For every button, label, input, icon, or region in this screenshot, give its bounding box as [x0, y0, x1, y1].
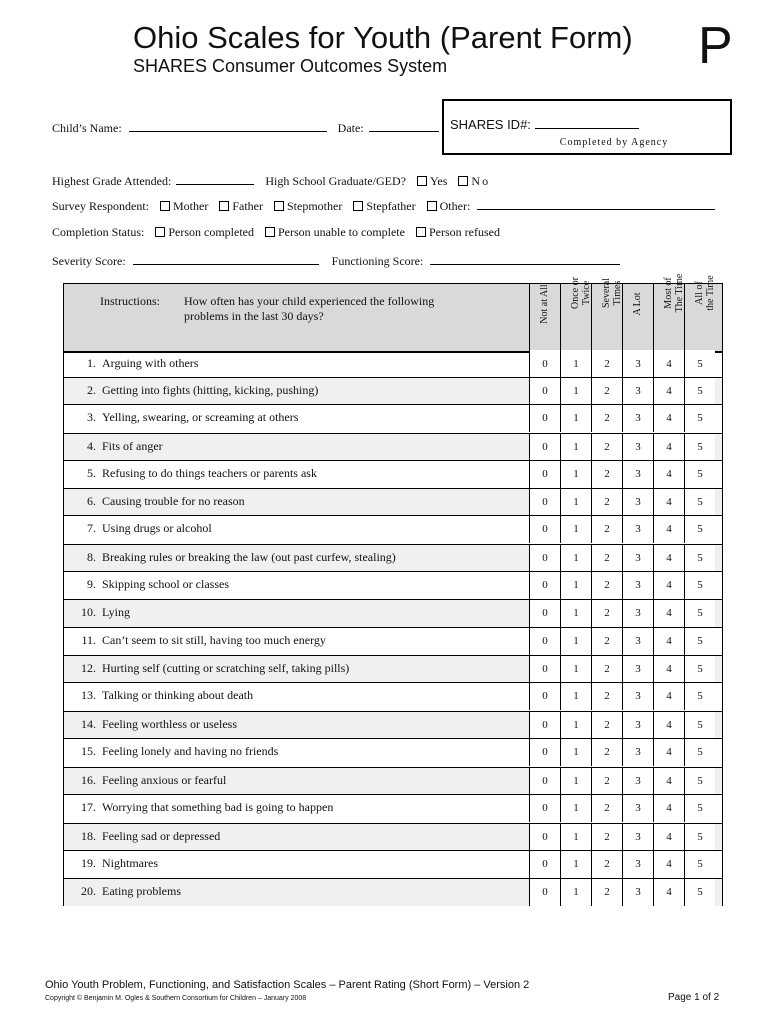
column-header [560, 277, 592, 351]
rating-option[interactable]: 4 [653, 433, 684, 461]
item-text [68, 717, 237, 732]
rating-option[interactable]: 3 [622, 878, 653, 906]
item-text [68, 494, 245, 509]
table-row [64, 767, 722, 795]
rating-option[interactable]: 4 [653, 460, 684, 488]
item-number: 3. [87, 410, 96, 424]
graduate-yes-checkbox[interactable] [417, 176, 427, 186]
rating-option[interactable]: 2 [591, 682, 622, 710]
respondent-option: Stepmother [286, 199, 343, 213]
rating-option[interactable]: 3 [622, 655, 653, 683]
shares-id-field[interactable] [450, 117, 639, 132]
rating-option[interactable]: 3 [622, 571, 653, 599]
item-label: Getting into fights (hitting, kicking, pushing) [102, 383, 319, 397]
rating-option[interactable]: 5 [684, 488, 715, 516]
functioning-label: Functioning Score: [331, 254, 424, 268]
table-row [64, 571, 722, 599]
completion-refused-checkbox[interactable] [416, 227, 426, 237]
rating-option[interactable]: 0 [529, 515, 560, 543]
rating-option[interactable]: 5 [684, 738, 715, 766]
rating-option[interactable]: 5 [684, 627, 715, 655]
rating-option[interactable]: 3 [622, 627, 653, 655]
rating-option[interactable]: 2 [591, 655, 622, 683]
respondent-father-checkbox[interactable] [219, 201, 229, 211]
rating-option[interactable]: 1 [560, 377, 591, 405]
row-divider [64, 627, 722, 628]
graduate-yes-label: Yes [429, 174, 448, 188]
rating-option[interactable]: 3 [622, 544, 653, 572]
rating-option[interactable]: 2 [591, 738, 622, 766]
problem-scale-table [63, 273, 723, 906]
rating-option[interactable]: 3 [622, 682, 653, 710]
rating-option[interactable]: 2 [591, 711, 622, 739]
table-row [64, 655, 722, 683]
completion-row [52, 225, 500, 240]
rating-option[interactable]: 5 [684, 767, 715, 795]
rating-option[interactable]: 1 [560, 488, 591, 516]
row-divider [64, 767, 722, 768]
rating-option[interactable]: 2 [591, 850, 622, 878]
rating-option[interactable]: 0 [529, 377, 560, 405]
rating-option[interactable]: 2 [591, 794, 622, 822]
item-number: 18. [81, 829, 96, 843]
table-row [64, 627, 722, 655]
rating-option[interactable]: 4 [653, 794, 684, 822]
date-field[interactable] [369, 120, 439, 132]
item-text [68, 521, 212, 536]
rating-option[interactable]: 5 [684, 515, 715, 543]
rating-option[interactable]: 2 [591, 823, 622, 851]
rating-option[interactable]: 0 [529, 794, 560, 822]
table-row [64, 711, 722, 739]
column-header [591, 278, 623, 351]
rating-option[interactable]: 3 [622, 711, 653, 739]
rating-option[interactable]: 4 [653, 515, 684, 543]
item-label: Refusing to do things teachers or parents ask [102, 466, 317, 480]
item-text [68, 577, 229, 592]
rating-option[interactable]: 2 [591, 878, 622, 906]
item-text [68, 773, 226, 788]
shares-note: Completed by Agency [559, 137, 669, 148]
completion-option: Person completed [168, 225, 254, 239]
rating-option[interactable]: 3 [622, 850, 653, 878]
footer-copyright: Copyright © Benjamin M. Ogles & Southern Consortium for Children – January 2008 [45, 995, 307, 1002]
completion-option: Person refused [428, 225, 500, 239]
row-divider [64, 599, 722, 600]
row-divider [64, 571, 722, 572]
table-row [64, 515, 722, 543]
form-subtitle: SHARES Consumer Outcomes System [133, 56, 448, 76]
row-divider [64, 878, 722, 879]
table-row [64, 823, 722, 851]
rating-option[interactable]: 2 [591, 460, 622, 488]
shares-id-box [442, 99, 732, 155]
column-header [653, 273, 685, 351]
rating-option[interactable]: 5 [684, 794, 715, 822]
page-number: Page 1 of 2 [668, 992, 720, 1003]
rating-option[interactable]: 5 [684, 711, 715, 739]
item-label: Yelling, swearing, or screaming at others [102, 410, 299, 424]
rating-option[interactable]: 2 [591, 488, 622, 516]
rating-option[interactable]: 4 [653, 767, 684, 795]
rating-option[interactable]: 3 [622, 738, 653, 766]
row-divider [64, 433, 722, 434]
form-letter: P [698, 17, 733, 75]
rating-option[interactable]: 3 [622, 794, 653, 822]
rating-option[interactable]: 4 [653, 350, 684, 378]
respondent-stepmother-checkbox[interactable] [274, 201, 284, 211]
column-header [622, 284, 653, 351]
footer-title: Ohio Youth Problem, Functioning, and Satisfaction Scales – Parent Rating (Short Form) – Version 2 [45, 979, 530, 991]
item-text [68, 829, 220, 844]
table-row [64, 544, 722, 572]
column-header-label: Once or Twice [570, 277, 592, 309]
rating-option[interactable]: 1 [560, 767, 591, 795]
item-number: 8. [87, 550, 96, 564]
item-text [68, 605, 130, 620]
row-divider [64, 488, 722, 489]
column-header-label: All of the Time [694, 275, 716, 311]
item-text [68, 466, 317, 481]
rating-option[interactable]: 0 [529, 571, 560, 599]
rating-option[interactable]: 0 [529, 655, 560, 683]
table-row [64, 433, 722, 461]
item-text [68, 856, 158, 871]
rating-option[interactable]: 2 [591, 627, 622, 655]
rating-option[interactable]: 4 [653, 377, 684, 405]
rating-option[interactable]: 1 [560, 711, 591, 739]
rating-option[interactable]: 3 [622, 433, 653, 461]
row-divider [64, 682, 722, 683]
rating-option[interactable]: 5 [684, 544, 715, 572]
item-number: 12. [81, 661, 96, 675]
table-header [64, 273, 722, 353]
rating-option[interactable]: 0 [529, 738, 560, 766]
rating-option[interactable]: 4 [653, 850, 684, 878]
item-text [68, 356, 198, 371]
rating-option[interactable]: 1 [560, 655, 591, 683]
rating-option[interactable]: 1 [560, 823, 591, 851]
respondent-option: Stepfather [366, 199, 416, 213]
rating-option[interactable]: 4 [653, 627, 684, 655]
item-label: Causing trouble for no reason [102, 494, 245, 508]
rating-option[interactable]: 4 [653, 599, 684, 627]
rating-option[interactable]: 5 [684, 682, 715, 710]
rating-option[interactable]: 3 [622, 377, 653, 405]
form-title: Ohio Scales for Youth (Parent Form) [133, 20, 633, 55]
item-label: Nightmares [102, 856, 158, 870]
rating-option[interactable]: 0 [529, 404, 560, 432]
item-label: Talking or thinking about death [102, 688, 254, 702]
rating-option[interactable]: 1 [560, 878, 591, 906]
rating-option[interactable]: 3 [622, 350, 653, 378]
rating-option[interactable]: 5 [684, 878, 715, 906]
item-text [68, 550, 396, 565]
rating-option[interactable]: 4 [653, 655, 684, 683]
rating-option[interactable]: 5 [684, 850, 715, 878]
rating-option[interactable]: 5 [684, 655, 715, 683]
item-number: 19. [81, 856, 96, 870]
item-text [68, 744, 278, 759]
table-row [64, 599, 722, 627]
item-text [68, 439, 163, 454]
item-label: Fits of anger [102, 439, 163, 453]
rating-option[interactable]: 1 [560, 571, 591, 599]
grade-row [52, 173, 490, 189]
completion-completed-checkbox[interactable] [155, 227, 165, 237]
rating-option[interactable]: 0 [529, 544, 560, 572]
rating-option[interactable]: 1 [560, 682, 591, 710]
respondent-row [52, 198, 715, 214]
rating-option[interactable]: 5 [684, 599, 715, 627]
respondent-option: Mother [173, 199, 209, 213]
item-label: Worrying that something bad is going to happen [102, 800, 334, 814]
column-header-label: Several Times [601, 278, 623, 308]
graduate-no-checkbox[interactable] [458, 176, 468, 186]
rating-option[interactable]: 0 [529, 433, 560, 461]
shares-id-line [535, 128, 639, 129]
respondent-mother-checkbox[interactable] [160, 201, 170, 211]
rating-option[interactable]: 0 [529, 350, 560, 378]
rating-option[interactable]: 4 [653, 488, 684, 516]
rating-option[interactable]: 1 [560, 627, 591, 655]
rating-option[interactable]: 1 [560, 433, 591, 461]
rating-option[interactable]: 3 [622, 823, 653, 851]
respondent-option: Father [232, 199, 263, 213]
rating-option[interactable]: 0 [529, 850, 560, 878]
rating-option[interactable]: 5 [684, 350, 715, 378]
table-row [64, 850, 722, 878]
rating-option[interactable]: 0 [529, 767, 560, 795]
table-row [64, 350, 722, 378]
severity-label: Severity Score: [52, 254, 126, 268]
item-label: Using drugs or alcohol [102, 521, 212, 535]
column-header [684, 275, 716, 351]
item-label: Eating problems [102, 884, 181, 898]
completion-unable-checkbox[interactable] [265, 227, 275, 237]
column-header-label: Not at All [539, 284, 550, 324]
rating-option[interactable]: 5 [684, 823, 715, 851]
respondent-other-field[interactable] [477, 198, 715, 210]
rating-option[interactable]: 1 [560, 515, 591, 543]
graduate-label: High School Graduate/GED? [265, 174, 406, 188]
row-divider [64, 738, 722, 739]
item-label: Feeling anxious or fearful [102, 773, 227, 787]
item-label: Can’t seem to sit still, having too much energy [102, 633, 326, 647]
rating-option[interactable]: 4 [653, 823, 684, 851]
item-label: Feeling sad or depressed [102, 829, 221, 843]
row-divider [64, 544, 722, 545]
rating-option[interactable]: 5 [684, 460, 715, 488]
shares-id-label: SHARES ID#: [450, 117, 531, 132]
date-label: Date: [337, 121, 364, 135]
row-divider [64, 460, 722, 461]
rating-option[interactable]: 4 [653, 544, 684, 572]
item-number: 9. [87, 577, 96, 591]
table-row [64, 738, 722, 766]
completion-label: Completion Status: [52, 225, 145, 239]
instructions-label: Instructions: [100, 294, 160, 308]
rating-option[interactable]: 3 [622, 404, 653, 432]
rating-option[interactable]: 0 [529, 878, 560, 906]
item-label: Arguing with others [102, 356, 199, 370]
rating-option[interactable]: 1 [560, 404, 591, 432]
child-name-row [52, 120, 439, 136]
table-row [64, 377, 722, 405]
column-header-label: A Lot [632, 292, 643, 316]
rating-option[interactable]: 4 [653, 571, 684, 599]
rating-option[interactable]: 0 [529, 682, 560, 710]
row-divider [64, 655, 722, 656]
child-name-label: Child’s Name: [52, 121, 122, 135]
row-divider [64, 404, 722, 405]
rating-option[interactable]: 5 [684, 404, 715, 432]
rating-option[interactable]: 1 [560, 794, 591, 822]
rating-option[interactable]: 2 [591, 767, 622, 795]
rating-option[interactable]: 1 [560, 544, 591, 572]
rating-option[interactable]: 4 [653, 711, 684, 739]
item-text [68, 383, 318, 398]
item-label: Breaking rules or breaking the law (out past curfew, stealing) [102, 550, 396, 564]
table-row [64, 460, 722, 488]
rating-option[interactable]: 2 [591, 544, 622, 572]
item-label: Feeling lonely and having no friends [102, 744, 279, 758]
rating-option[interactable]: 4 [653, 738, 684, 766]
row-divider [64, 850, 722, 851]
table-row [64, 488, 722, 516]
item-number: 4. [87, 439, 96, 453]
rating-option[interactable]: 5 [684, 571, 715, 599]
item-number: 5. [87, 466, 96, 480]
table-row [64, 878, 722, 906]
rating-option[interactable]: 4 [653, 404, 684, 432]
rating-option[interactable]: 3 [622, 515, 653, 543]
item-number: 15. [81, 744, 96, 758]
rating-option[interactable]: 2 [591, 404, 622, 432]
rating-option[interactable]: 2 [591, 350, 622, 378]
rating-option[interactable]: 0 [529, 627, 560, 655]
grade-label: Highest Grade Attended: [52, 174, 172, 188]
row-divider [64, 515, 722, 516]
rating-option[interactable]: 2 [591, 515, 622, 543]
rating-option[interactable]: 2 [591, 599, 622, 627]
table-row [64, 404, 722, 432]
item-label: Lying [102, 605, 131, 619]
rating-option[interactable]: 1 [560, 460, 591, 488]
item-number: 13. [81, 688, 96, 702]
item-number: 20. [81, 884, 96, 898]
rating-option[interactable]: 4 [653, 682, 684, 710]
completion-option: Person unable to complete [278, 225, 405, 239]
table-row [64, 682, 722, 710]
item-text [68, 884, 181, 899]
item-label: Feeling worthless or useless [102, 717, 237, 731]
column-header-label: Most of The Time [663, 273, 685, 313]
graduate-no-label: No [471, 174, 491, 188]
rating-option[interactable]: 1 [560, 350, 591, 378]
child-name-field[interactable] [129, 120, 327, 132]
rating-option[interactable]: 1 [560, 850, 591, 878]
row-divider [64, 794, 722, 795]
row-divider [64, 823, 722, 824]
item-number: 16. [81, 773, 96, 787]
item-text [68, 633, 326, 648]
rating-option[interactable]: 3 [622, 488, 653, 516]
item-number: 14. [81, 717, 96, 731]
rating-option[interactable]: 3 [622, 767, 653, 795]
item-number: 6. [87, 494, 96, 508]
table-row [64, 794, 722, 822]
item-number: 2. [87, 383, 96, 397]
respondent-label: Survey Respondent: [52, 199, 149, 213]
instructions-text: How often has your child experienced the following problems in the last 30 days? [184, 294, 435, 323]
rating-option[interactable]: 2 [591, 377, 622, 405]
row-divider [64, 377, 722, 378]
severity-field[interactable] [133, 253, 319, 265]
respondent-stepfather-checkbox[interactable] [353, 201, 363, 211]
item-number: 7. [87, 521, 96, 535]
rating-option[interactable]: 5 [684, 377, 715, 405]
grade-field[interactable] [176, 173, 254, 185]
rating-option[interactable]: 3 [622, 599, 653, 627]
item-text [68, 661, 349, 676]
item-number: 1. [87, 356, 96, 370]
rating-option[interactable]: 0 [529, 711, 560, 739]
row-divider [64, 711, 722, 712]
rating-option[interactable]: 1 [560, 599, 591, 627]
rating-option[interactable]: 2 [591, 571, 622, 599]
column-header [529, 284, 560, 351]
rating-option[interactable]: 2 [591, 433, 622, 461]
item-number: 10. [81, 605, 96, 619]
rating-option[interactable]: 1 [560, 738, 591, 766]
rating-option[interactable]: 0 [529, 460, 560, 488]
scores-row [52, 253, 620, 269]
item-text [68, 800, 333, 815]
rating-option[interactable]: 0 [529, 488, 560, 516]
item-number: 17. [81, 800, 96, 814]
rating-option[interactable]: 0 [529, 599, 560, 627]
item-label: Skipping school or classes [102, 577, 229, 591]
respondent-other-checkbox[interactable] [427, 201, 437, 211]
rating-option[interactable]: 0 [529, 823, 560, 851]
item-text [68, 688, 253, 703]
rating-option[interactable]: 4 [653, 878, 684, 906]
rating-option[interactable]: 3 [622, 460, 653, 488]
rating-option[interactable]: 5 [684, 433, 715, 461]
item-number: 11. [81, 633, 96, 647]
item-label: Hurting self (cutting or scratching self, taking pills) [102, 661, 350, 675]
item-text [68, 410, 298, 425]
respondent-option: Other: [439, 199, 471, 213]
